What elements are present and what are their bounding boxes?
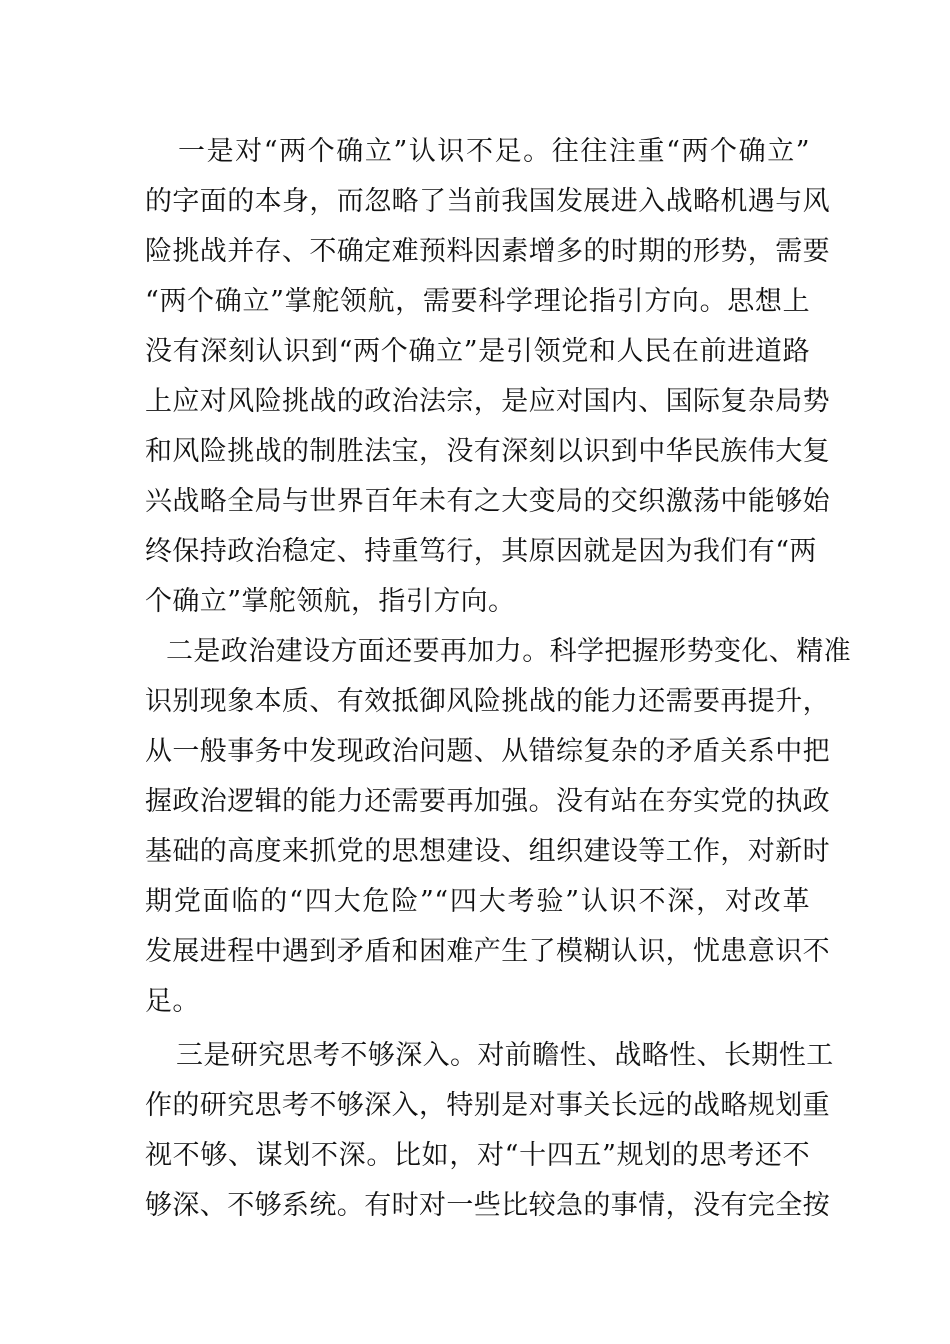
paragraph-line: 兴战略全局与世界百年未有之大变局的交织激荡中能够始 [145,486,830,517]
paragraph-line: 终保持政治稳定、持重笃行，其原因就是因为我们有“两 [145,536,817,567]
paragraph-line: 识别现象本质、有效抵御风险挑战的能力还需要再提升， [145,686,830,717]
paragraph-line: “两个确立”掌舵领航，需要科学理论指引方向。思想上 [145,286,810,317]
paragraph-line: 作的研究思考不够深入，特别是对事关长远的战略规划重 [145,1090,830,1121]
paragraph-line: 上应对风险挑战的政治法宗，是应对国内、国际复杂局势 [145,386,830,417]
paragraph-line: 的字面的本身，而忽略了当前我国发展进入战略机遇与风 [145,186,830,217]
paragraph-line: 和风险挑战的制胜法宝，没有深刻以识到中华民族伟大复 [145,436,830,467]
paragraph-line: 个确立”掌舵领航，指引方向。 [145,586,516,617]
paragraph-line: 二是政治建设方面还要再加力。科学把握形势变化、精准 [166,636,851,667]
paragraph-line: 三是研究思考不够深入。对前瞻性、战略性、长期性工 [176,1040,834,1071]
paragraph-line: 足。 [145,986,200,1017]
paragraph-line: 基础的高度来抓党的思想建设、组织建设等工作，对新时 [145,836,830,867]
paragraph-line: 一是对“两个确立”认识不足。往往注重“两个确立” [178,136,810,167]
paragraph-line: 握政治逻辑的能力还需要再加强。没有站在夯实党的执政 [145,786,830,817]
paragraph-line: 视不够、谋划不深。比如，对“十四五”规划的思考还不 [145,1140,810,1171]
paragraph-line: 险挑战并存、不确定难预料因素增多的时期的形势，需要 [145,236,830,267]
paragraph-line: 从一般事务中发现政治问题、从错综复杂的矛盾关系中把 [145,736,830,767]
paragraph-line: 没有深刻认识到“两个确立”是引领党和人民在前进道路 [145,336,810,367]
paragraph-line: 发展进程中遇到矛盾和困难产生了模糊认识，忧患意识不 [145,936,830,967]
paragraph-line: 够深、不够系统。有时对一些比较急的事情，没有完全按 [145,1190,830,1221]
paragraph-line: 期党面临的“四大危险”“四大考验”认识不深，对改革 [145,886,810,917]
